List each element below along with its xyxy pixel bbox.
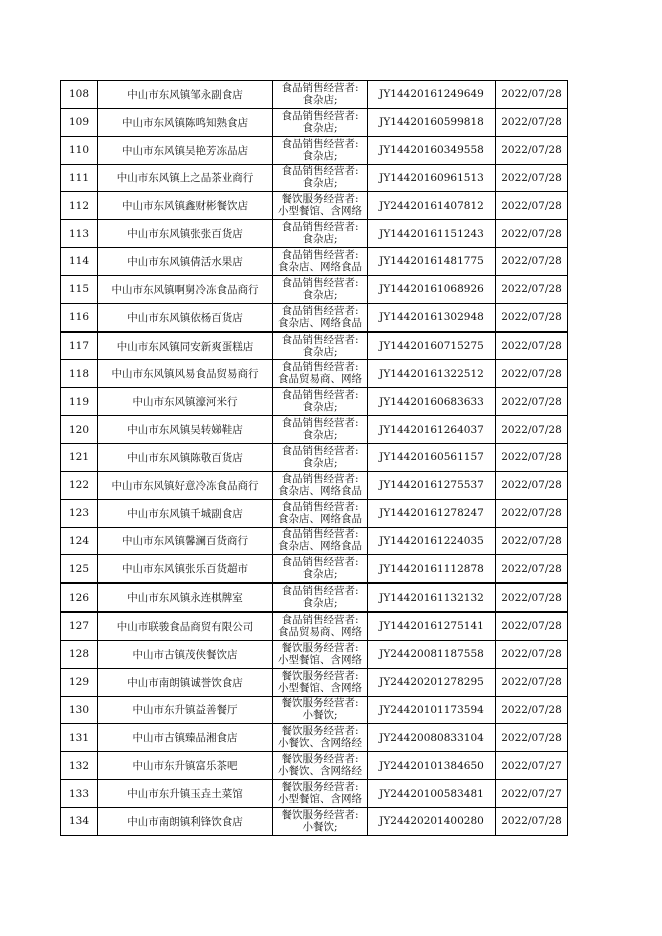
category-line: 食品销售经营者:: [281, 81, 359, 94]
table-row: [61, 583, 568, 612]
category-line: 小餐饮、含网络经: [278, 765, 362, 778]
category-text: [273, 165, 367, 190]
business-name-cell: 中山市东风镇倩活水果店: [98, 248, 273, 276]
category-line: 食品销售经营者:: [281, 137, 359, 150]
license-number-cell: JY24420161407812: [368, 192, 496, 220]
category-line: 餐饮服务经营者:: [281, 725, 359, 738]
license-number-cell: JY14420161278247: [368, 499, 496, 527]
category-line: 餐饮服务经营者:: [281, 669, 359, 682]
table-row: [61, 192, 568, 220]
business-name-cell: 中山市东升镇富乐茶吧: [98, 752, 273, 780]
row-number-cell: 129: [61, 668, 98, 696]
table-row: [61, 81, 568, 109]
issue-date-cell: 2022/07/28: [496, 332, 568, 360]
category-line: 食品销售经营者:: [281, 165, 359, 178]
business-category-cell: [273, 696, 368, 724]
issue-date-cell: 2022/07/28: [496, 640, 568, 668]
business-category-cell: [273, 668, 368, 696]
license-table-body: [61, 81, 568, 836]
business-name-cell: 中山市东风镇好意冷冻食品商行: [98, 471, 273, 499]
row-number-cell: 128: [61, 640, 98, 668]
license-number-cell: JY14420160561157: [368, 443, 496, 471]
category-line: 小餐饮;: [302, 709, 338, 722]
business-name-cell: 中山市南朗镇诚誉饮食店: [98, 668, 273, 696]
business-category-cell: [273, 164, 368, 192]
category-line: 食品销售经营者:: [281, 500, 359, 513]
issue-date-cell: 2022/07/28: [496, 220, 568, 248]
table-row: [61, 443, 568, 471]
category-line: 食杂店;: [302, 429, 338, 442]
license-number-cell: JY24420080833104: [368, 724, 496, 752]
category-text: [273, 697, 367, 722]
category-line: 食杂店;: [302, 93, 338, 106]
business-name-cell: 中山市东风镇濠河米行: [98, 388, 273, 416]
business-category-cell: [273, 471, 368, 499]
category-line: 食品销售经营者:: [281, 109, 359, 122]
license-number-cell: JY24420101384650: [368, 752, 496, 780]
category-line: 餐饮服务经营者:: [281, 193, 359, 206]
business-category-cell: [273, 752, 368, 780]
category-text: [273, 614, 367, 639]
category-text: [273, 473, 367, 498]
business-name-cell: 中山市东风镇吴转娣鞋店: [98, 416, 273, 444]
category-line: 食品销售经营者:: [281, 472, 359, 485]
issue-date-cell: 2022/07/28: [496, 724, 568, 752]
category-line: 食品销售经营者:: [281, 248, 359, 261]
category-line: 食杂店;: [302, 149, 338, 162]
category-line: 食品销售经营者:: [281, 361, 359, 374]
category-text: [273, 193, 367, 218]
license-number-cell: JY14420161068926: [368, 275, 496, 303]
category-text: [273, 556, 367, 581]
category-line: 餐饮服务经营者:: [281, 808, 359, 821]
category-line: 食品销售经营者:: [281, 613, 359, 626]
business-name-cell: 中山市东风镇啊舅冷冻食品商行: [98, 275, 273, 303]
category-text: [273, 670, 367, 695]
issue-date-cell: 2022/07/28: [496, 164, 568, 192]
business-category-cell: [273, 807, 368, 835]
category-line: 食杂店;: [302, 121, 338, 134]
license-number-cell: JY14420160599818: [368, 108, 496, 136]
business-category-cell: [273, 416, 368, 444]
row-number-cell: 130: [61, 696, 98, 724]
category-text: [273, 781, 367, 806]
category-line: 小型餐馆、含网络: [278, 205, 362, 218]
category-text: [273, 82, 367, 107]
category-line: 小餐饮;: [302, 820, 338, 833]
issue-date-cell: 2022/07/28: [496, 388, 568, 416]
business-name-cell: 中山市古镇臻品湘食店: [98, 724, 273, 752]
category-line: 小型餐馆、含网络: [278, 653, 362, 666]
issue-date-cell: 2022/07/28: [496, 275, 568, 303]
issue-date-cell: 2022/07/28: [496, 668, 568, 696]
issue-date-cell: 2022/07/28: [496, 499, 568, 527]
license-number-cell: JY14420161275141: [368, 612, 496, 640]
category-line: 食品销售经营者:: [281, 304, 359, 317]
table-row: [61, 668, 568, 696]
business-name-cell: 中山市东风镇千城副食店: [98, 499, 273, 527]
category-text: [273, 417, 367, 442]
category-line: 食杂店;: [302, 177, 338, 190]
row-number-cell: 108: [61, 81, 98, 109]
table-row: [61, 360, 568, 388]
business-category-cell: [273, 275, 368, 303]
business-category-cell: [273, 388, 368, 416]
license-number-cell: JY14420161481775: [368, 248, 496, 276]
table-row: [61, 303, 568, 331]
category-line: 食杂店;: [302, 456, 338, 469]
category-line: 食品贸易商、网络: [278, 373, 362, 386]
license-number-cell: JY24420100583481: [368, 780, 496, 808]
category-text: [273, 305, 367, 330]
category-text: [273, 809, 367, 834]
business-name-cell: 中山市东风镇上之品茶业商行: [98, 164, 273, 192]
business-name-cell: 中山市东风镇同安新爽蛋糕店: [98, 332, 273, 360]
category-line: 食杂店;: [302, 568, 338, 581]
license-number-cell: JY24420081187558: [368, 640, 496, 668]
issue-date-cell: 2022/07/28: [496, 555, 568, 583]
business-name-cell: 中山市东风镇邹永副食店: [98, 81, 273, 109]
category-line: 食品销售经营者:: [281, 417, 359, 430]
license-number-cell: JY14420160349558: [368, 136, 496, 164]
license-number-cell: JY24420101173594: [368, 696, 496, 724]
table-row: [61, 807, 568, 835]
category-line: 餐饮服务经营者:: [281, 641, 359, 654]
license-number-cell: JY14420161302948: [368, 303, 496, 331]
business-category-cell: [273, 360, 368, 388]
table-row: [61, 471, 568, 499]
category-line: 食品销售经营者:: [281, 528, 359, 541]
issue-date-cell: 2022/07/28: [496, 136, 568, 164]
business-category-cell: [273, 332, 368, 360]
business-category-cell: [273, 640, 368, 668]
row-number-cell: 131: [61, 724, 98, 752]
category-line: 食品销售经营者:: [281, 221, 359, 234]
license-number-cell: JY24420201278295: [368, 668, 496, 696]
category-line: 食品销售经营者:: [281, 276, 359, 289]
table-row: [61, 416, 568, 444]
table-row: [61, 499, 568, 527]
category-text: [273, 642, 367, 667]
row-number-cell: 111: [61, 164, 98, 192]
category-line: 餐饮服务经营者:: [281, 753, 359, 766]
category-line: 食杂店;: [302, 288, 338, 301]
table-row: [61, 275, 568, 303]
issue-date-cell: 2022/07/28: [496, 612, 568, 640]
business-category-cell: [273, 303, 368, 331]
issue-date-cell: 2022/07/28: [496, 303, 568, 331]
business-category-cell: [273, 136, 368, 164]
issue-date-cell: 2022/07/28: [496, 192, 568, 220]
category-line: 食品销售经营者:: [281, 585, 359, 598]
business-name-cell: 中山市东风镇张乐百货超市: [98, 555, 273, 583]
row-number-cell: 132: [61, 752, 98, 780]
table-row: [61, 724, 568, 752]
license-number-cell: JY14420161275537: [368, 471, 496, 499]
row-number-cell: 118: [61, 360, 98, 388]
table-row: [61, 248, 568, 276]
table-row: [61, 555, 568, 583]
category-text: [273, 389, 367, 414]
issue-date-cell: 2022/07/28: [496, 360, 568, 388]
business-name-cell: 中山市东风镇陈鸣知熟食店: [98, 108, 273, 136]
row-number-cell: 119: [61, 388, 98, 416]
issue-date-cell: 2022/07/28: [496, 443, 568, 471]
table-row: [61, 108, 568, 136]
business-category-cell: [273, 443, 368, 471]
table-row: [61, 696, 568, 724]
row-number-cell: 134: [61, 807, 98, 835]
business-name-cell: 中山市东风镇馨澜百货商行: [98, 527, 273, 555]
license-number-cell: JY14420161132132: [368, 583, 496, 612]
issue-date-cell: 2022/07/27: [496, 780, 568, 808]
issue-date-cell: 2022/07/28: [496, 583, 568, 612]
category-line: 食杂店;: [302, 401, 338, 414]
category-line: 食品贸易商、网络: [278, 625, 362, 638]
row-number-cell: 115: [61, 275, 98, 303]
category-line: 食杂店;: [302, 345, 338, 358]
category-line: 食杂店;: [302, 233, 338, 246]
business-name-cell: 中山市东风镇张张百货店: [98, 220, 273, 248]
business-name-cell: 中山市东风镇吴艳芳冻品店: [98, 136, 273, 164]
table-row: [61, 388, 568, 416]
issue-date-cell: 2022/07/28: [496, 81, 568, 109]
issue-date-cell: 2022/07/28: [496, 696, 568, 724]
category-line: 食品销售经营者:: [281, 444, 359, 457]
row-number-cell: 121: [61, 443, 98, 471]
issue-date-cell: 2022/07/28: [496, 471, 568, 499]
business-name-cell: 中山市南朗镇利锋饮食店: [98, 807, 273, 835]
category-text: [273, 528, 367, 553]
category-text: [273, 445, 367, 470]
category-line: 小型餐馆、含网络: [278, 681, 362, 694]
business-name-cell: 中山市古镇茂侠餐饮店: [98, 640, 273, 668]
row-number-cell: 110: [61, 136, 98, 164]
category-text: [273, 361, 367, 386]
business-category-cell: [273, 612, 368, 640]
issue-date-cell: 2022/07/28: [496, 807, 568, 835]
license-table: [60, 80, 568, 836]
business-category-cell: [273, 220, 368, 248]
table-row: [61, 136, 568, 164]
license-number-cell: JY14420161224035: [368, 527, 496, 555]
business-category-cell: [273, 499, 368, 527]
row-number-cell: 120: [61, 416, 98, 444]
business-category-cell: [273, 555, 368, 583]
category-line: 食杂店;: [302, 597, 338, 610]
category-line: 食品销售经营者:: [281, 389, 359, 402]
license-number-cell: JY14420161264037: [368, 416, 496, 444]
license-number-cell: JY24420201400280: [368, 807, 496, 835]
issue-date-cell: 2022/07/28: [496, 527, 568, 555]
table-row: [61, 780, 568, 808]
table-row: [61, 640, 568, 668]
business-name-cell: 中山市东风镇永连棋牌室: [98, 583, 273, 612]
row-number-cell: 114: [61, 248, 98, 276]
table-row: [61, 164, 568, 192]
category-text: [273, 277, 367, 302]
category-text: [273, 753, 367, 778]
category-line: 食品销售经营者:: [281, 556, 359, 569]
table-row: [61, 332, 568, 360]
business-name-cell: 中山市东升镇玉垚土菜馆: [98, 780, 273, 808]
table-row: [61, 527, 568, 555]
category-text: [273, 334, 367, 359]
license-number-cell: JY14420160961513: [368, 164, 496, 192]
business-category-cell: [273, 81, 368, 109]
row-number-cell: 126: [61, 583, 98, 612]
license-number-cell: JY14420160715275: [368, 332, 496, 360]
category-line: 食杂店、网络食品: [278, 512, 362, 525]
license-number-cell: JY14420161112878: [368, 555, 496, 583]
category-text: [273, 221, 367, 246]
business-category-cell: [273, 780, 368, 808]
business-category-cell: [273, 248, 368, 276]
category-text: [273, 501, 367, 526]
issue-date-cell: 2022/07/28: [496, 108, 568, 136]
license-number-cell: JY14420161151243: [368, 220, 496, 248]
category-line: 食杂店、网络食品: [278, 540, 362, 553]
row-number-cell: 116: [61, 303, 98, 331]
row-number-cell: 127: [61, 612, 98, 640]
category-line: 食杂店、网络食品: [278, 260, 362, 273]
row-number-cell: 124: [61, 527, 98, 555]
business-category-cell: [273, 527, 368, 555]
issue-date-cell: 2022/07/27: [496, 752, 568, 780]
category-text: [273, 249, 367, 274]
category-line: 食杂店、网络食品: [278, 484, 362, 497]
row-number-cell: 113: [61, 220, 98, 248]
business-name-cell: 中山市东升镇益善餐厅: [98, 696, 273, 724]
row-number-cell: 112: [61, 192, 98, 220]
issue-date-cell: 2022/07/28: [496, 416, 568, 444]
business-category-cell: [273, 583, 368, 612]
category-line: 小型餐馆、含网络: [278, 793, 362, 806]
category-line: 餐饮服务经营者:: [281, 781, 359, 794]
table-row: [61, 752, 568, 780]
category-line: 小餐饮、含网络经: [278, 737, 362, 750]
business-name-cell: 中山市东风镇风易食品贸易商行: [98, 360, 273, 388]
business-name-cell: 中山市东风镇陈敬百货店: [98, 443, 273, 471]
license-number-cell: JY14420160683633: [368, 388, 496, 416]
row-number-cell: 133: [61, 780, 98, 808]
row-number-cell: 122: [61, 471, 98, 499]
business-name-cell: 中山市联骏食品商贸有限公司: [98, 612, 273, 640]
row-number-cell: 123: [61, 499, 98, 527]
row-number-cell: 117: [61, 332, 98, 360]
issue-date-cell: 2022/07/28: [496, 248, 568, 276]
category-line: 食杂店、网络食品: [278, 316, 362, 329]
category-line: 餐饮服务经营者:: [281, 697, 359, 710]
row-number-cell: 109: [61, 108, 98, 136]
business-name-cell: 中山市东风镇依杨百货店: [98, 303, 273, 331]
license-number-cell: JY14420161322512: [368, 360, 496, 388]
business-name-cell: 中山市东风镇鑫财彬餐饮店: [98, 192, 273, 220]
business-category-cell: [273, 724, 368, 752]
row-number-cell: 125: [61, 555, 98, 583]
table-row: [61, 220, 568, 248]
category-text: [273, 725, 367, 750]
category-text: [273, 138, 367, 163]
table-row: [61, 612, 568, 640]
business-category-cell: [273, 108, 368, 136]
category-line: 食品销售经营者:: [281, 333, 359, 346]
category-text: [273, 585, 367, 610]
category-text: [273, 110, 367, 135]
business-category-cell: [273, 192, 368, 220]
license-number-cell: JY14420161249649: [368, 81, 496, 109]
